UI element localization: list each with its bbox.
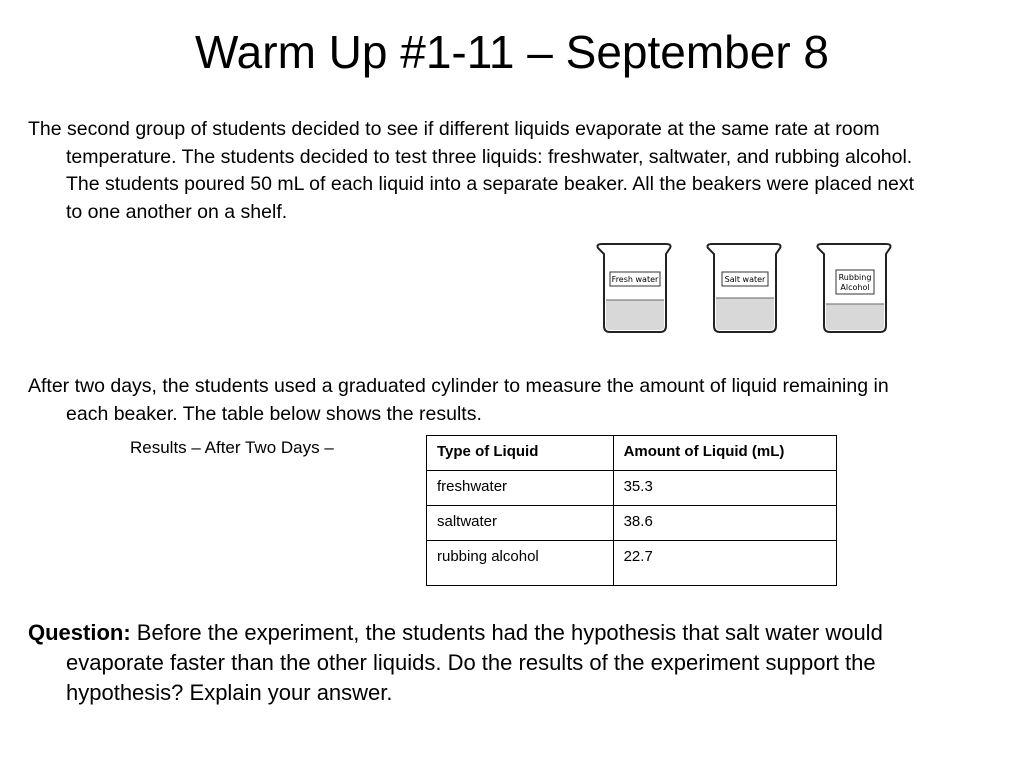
table-cell-amount: 22.7	[613, 541, 836, 586]
beaker-label-saltwater: Salt water	[724, 275, 766, 284]
table-cell-amount: 38.6	[613, 506, 836, 541]
beaker-label-alcohol-1: Rubbing	[838, 273, 872, 282]
table-cell-amount: 35.3	[613, 471, 836, 506]
table-cell-liquid: freshwater	[427, 471, 614, 506]
question-text: Before the experiment, the students had the hypothesis that salt water would evaporate faster than the other liquids. Do the results of the experiment support the hypothesis? Explain your answer.	[66, 620, 883, 705]
slide-title: Warm Up #1-11 – September 8	[194, 26, 830, 78]
question-label: Question:	[28, 620, 131, 645]
table-header-amount: Amount of Liquid (mL)	[613, 436, 836, 471]
table-row	[427, 541, 837, 586]
beaker-label-freshwater: Fresh water	[611, 275, 659, 284]
beaker-rubbing-alcohol	[818, 244, 891, 332]
beaker-saltwater	[708, 244, 781, 332]
table-row	[427, 471, 837, 506]
beakers-illustration	[588, 240, 898, 336]
table-header-type: Type of Liquid	[427, 436, 614, 471]
table-header-row	[427, 436, 837, 471]
table-cell-liquid: rubbing alcohol	[427, 541, 614, 586]
table-cell-liquid: saltwater	[427, 506, 614, 541]
question-block	[28, 618, 946, 708]
results-table	[426, 435, 837, 586]
results-paragraph: After two days, the students used a graduated cylinder to measure the amount of liquid remaining in each beaker. The table below shows the results.	[28, 375, 889, 425]
beaker-label-alcohol-2: Alcohol	[840, 283, 870, 292]
beaker-freshwater	[598, 244, 671, 332]
intro-paragraph: The second group of students decided to see if different liquids evaporate at the same rate at room temperature. The students decided to test three liquids: freshwater, saltwater, and rubbing alcohol. The students poured 50 mL of each liquid into a separate beaker. All the beakers were placed next to one another on a shelf.	[28, 118, 915, 223]
results-caption: Results – After Two Days –	[130, 438, 334, 457]
table-row	[427, 506, 837, 541]
